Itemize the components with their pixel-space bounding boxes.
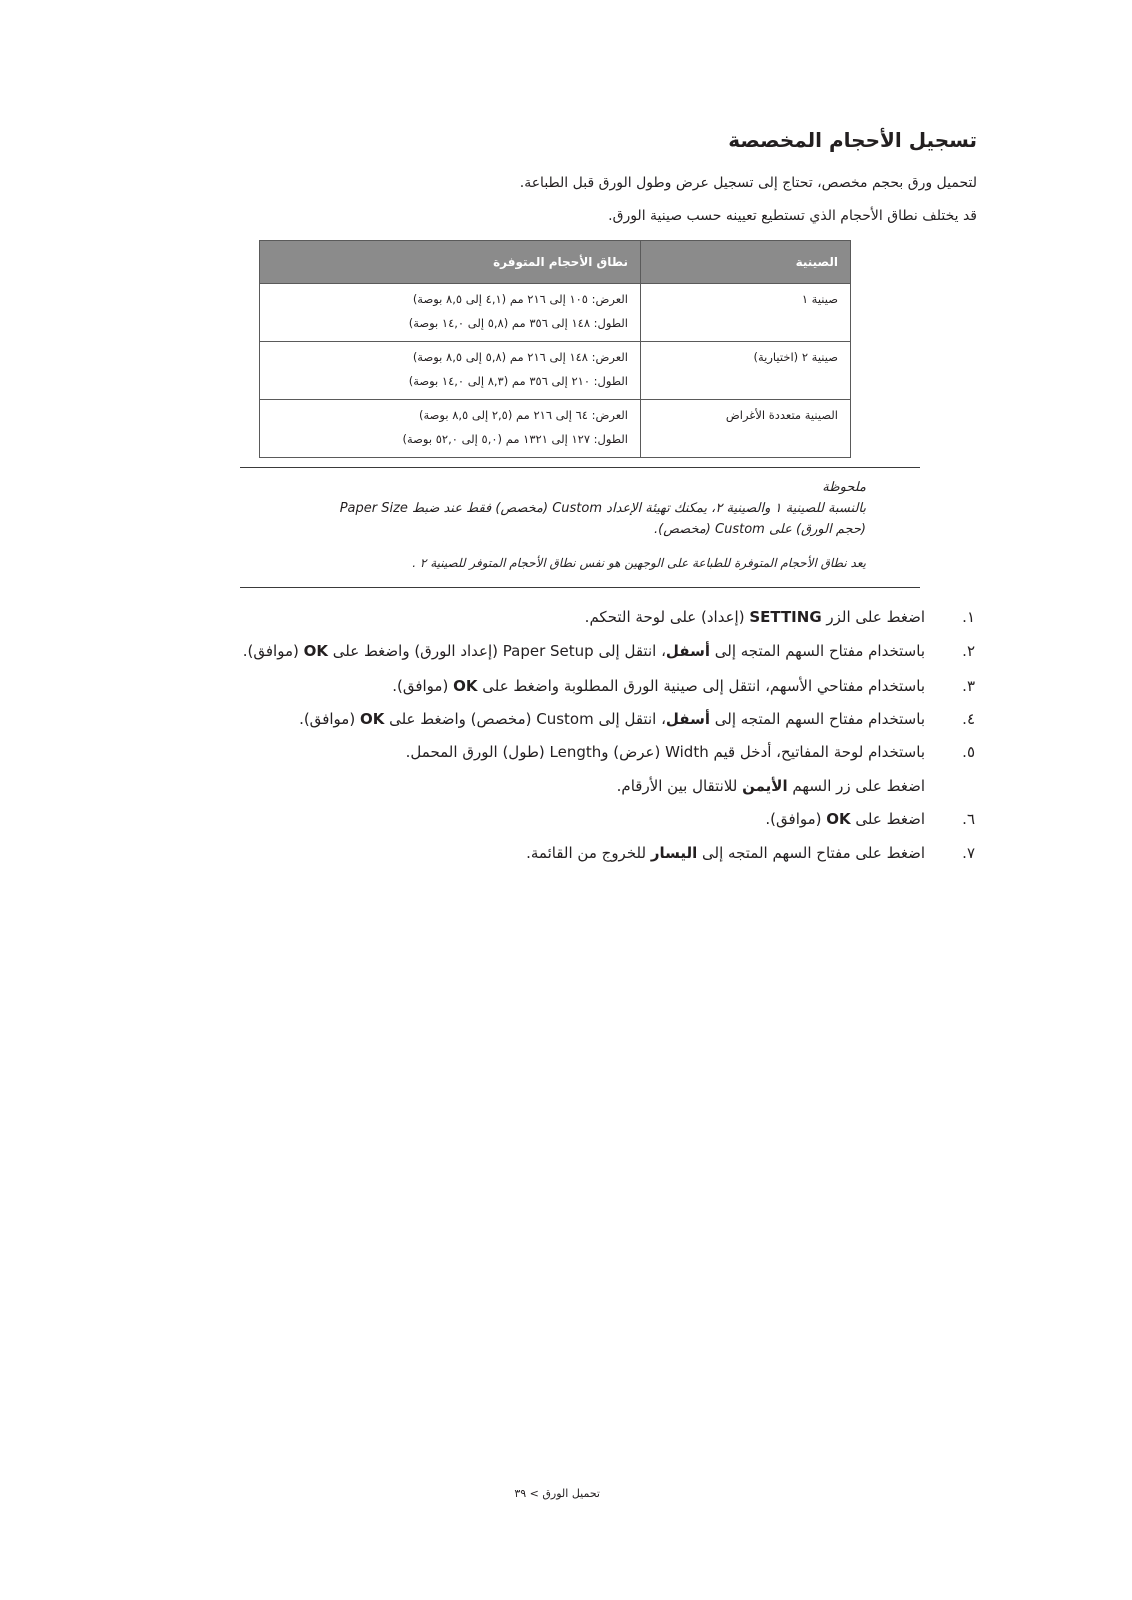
- step-text: [243, 641, 925, 661]
- step-bold-key: OK: [359, 710, 385, 728]
- header-size-range: نطاق الأحجام المتوفرة: [260, 241, 641, 284]
- step-item: [0, 709, 1132, 729]
- step-text-part: (موافق).: [765, 810, 827, 828]
- length-range: الطول: ١٢٧ إلى ١٣٢١ مم (٥,٠ إلى ٥٢,٠ بوصة): [402, 432, 628, 446]
- step-item: [0, 607, 1132, 627]
- step-detail: [0, 776, 1132, 796]
- step-text: [585, 607, 925, 627]
- step-number: ٤.: [962, 710, 975, 728]
- step-item: [0, 809, 1132, 829]
- step-text-part: اضغط على: [850, 810, 925, 828]
- step-text-part: ، انتقل إلى Paper Setup (إعداد الورق) واضغط على: [327, 642, 666, 660]
- step-detail-text: [617, 776, 925, 796]
- step-text-part: ، انتقل إلى Custom (مخصص) واضغط على: [384, 710, 666, 728]
- step-number: ٧.: [962, 844, 975, 862]
- step-item: [0, 676, 1132, 696]
- step-text: [406, 742, 925, 762]
- step-number: ٣.: [962, 677, 975, 695]
- step-bold-key: SETTING: [749, 608, 822, 626]
- step-text-part: باستخدام مفتاح السهم المتجه إلى: [709, 710, 925, 728]
- size-range-cell: [260, 400, 641, 458]
- step-bold-key: الأيمن: [742, 777, 788, 795]
- header-tray: الصينية: [641, 241, 851, 284]
- width-range: العرض: ٦٤ إلى ٢١٦ مم (٢,٥ إلى ٨,٥ بوصة): [418, 408, 628, 422]
- step-text-part: باستخدام مفتاح السهم المتجه إلى: [709, 642, 925, 660]
- tray-name: صينية ١: [641, 284, 851, 342]
- step-bold-key: اليسار: [650, 844, 698, 862]
- step-bold-key: OK: [826, 810, 851, 828]
- intro-paragraph: قد يختلف نطاق الأحجام الذي تستطيع تعيينه حسب صينية الورق.: [608, 208, 977, 224]
- note-bottom-divider: [240, 587, 920, 588]
- step-number: ٦.: [962, 810, 975, 828]
- note-text-line: بالنسبة للصينية ١ والصينية ٢، يمكنك تهيئة الإعداد Custom (مخصص) فقط عند ضبط Paper Size: [339, 501, 866, 516]
- table-row: [260, 342, 851, 400]
- step-text-part: (موافق).: [299, 710, 360, 728]
- step-text: [765, 809, 925, 829]
- step-text-part: اضغط على زر السهم: [787, 777, 925, 795]
- width-range: العرض: ١٤٨ إلى ٢١٦ مم (٥,٨ إلى ٨,٥ بوصة): [412, 350, 628, 364]
- size-range-cell: [260, 342, 641, 400]
- step-bold-key: OK: [303, 642, 328, 660]
- intro-paragraph: لتحميل ورق بحجم مخصص، تحتاج إلى تسجيل عرض وطول الورق قبل الطباعة.: [519, 175, 977, 191]
- step-text: [526, 843, 925, 863]
- step-bold-key: أسفل: [665, 642, 710, 660]
- width-range: العرض: ١٠٥ إلى ٢١٦ مم (٤,١ إلى ٨,٥ بوصة): [412, 292, 628, 306]
- step-bold-key: OK: [453, 677, 478, 695]
- step-text-part: (إعداد) على لوحة التحكم.: [584, 608, 750, 626]
- step-text-part: (موافق).: [392, 677, 454, 695]
- page-title: تسجيل الأحجام المخصصة: [728, 128, 977, 152]
- step-item: [0, 641, 1132, 661]
- tray-name: صينية ٢ (اختيارية): [641, 342, 851, 400]
- step-item: [0, 843, 1132, 863]
- table-row: [260, 284, 851, 342]
- note-heading: ملحوظة: [822, 480, 866, 495]
- step-item: [0, 742, 1132, 762]
- step-number: ١.: [962, 608, 975, 626]
- step-bold-key: أسفل: [665, 710, 710, 728]
- length-range: الطول: ٢١٠ إلى ٣٥٦ مم (٨,٣ إلى ١٤,٠ بوصة): [408, 374, 628, 388]
- size-range-cell: [260, 284, 641, 342]
- step-text: [392, 676, 925, 696]
- table-row: [260, 400, 851, 458]
- step-text-part: اضغط على الزر: [821, 608, 925, 626]
- step-text-part: اضغط على مفتاح السهم المتجه إلى: [697, 844, 925, 862]
- step-number: ٥.: [962, 743, 975, 761]
- step-text-part: للخروج من القائمة.: [526, 844, 651, 862]
- table-header-row: [260, 241, 851, 284]
- step-text: [299, 709, 925, 729]
- tray-size-table: [259, 240, 851, 458]
- step-text-part: (موافق).: [242, 642, 304, 660]
- step-text-part: باستخدام لوحة المفاتيح، أدخل قيم Width (عرض) وLength (طول) الورق المحمل.: [405, 743, 925, 761]
- page-footer: تحميل الورق > ٣٩: [514, 1487, 600, 1500]
- note-text-line: (حجم الورق) على Custom (مخصص).: [654, 522, 866, 537]
- tray-name: الصينية متعددة الأغراض: [641, 400, 851, 458]
- step-number: ٢.: [962, 642, 975, 660]
- note-text-line: يعد نطاق الأحجام المتوفرة للطباعة على الوجهين هو نفس نطاق الأحجام المتوفر للصينية ٢ .: [412, 556, 866, 570]
- step-text-part: للانتقال بين الأرقام.: [616, 777, 743, 795]
- note-top-divider: [240, 467, 920, 468]
- length-range: الطول: ١٤٨ إلى ٣٥٦ مم (٥,٨ إلى ١٤,٠ بوصة): [408, 316, 628, 330]
- step-text-part: باستخدام مفتاحي الأسهم، انتقل إلى صينية الورق المطلوبة واضغط على: [477, 677, 925, 695]
